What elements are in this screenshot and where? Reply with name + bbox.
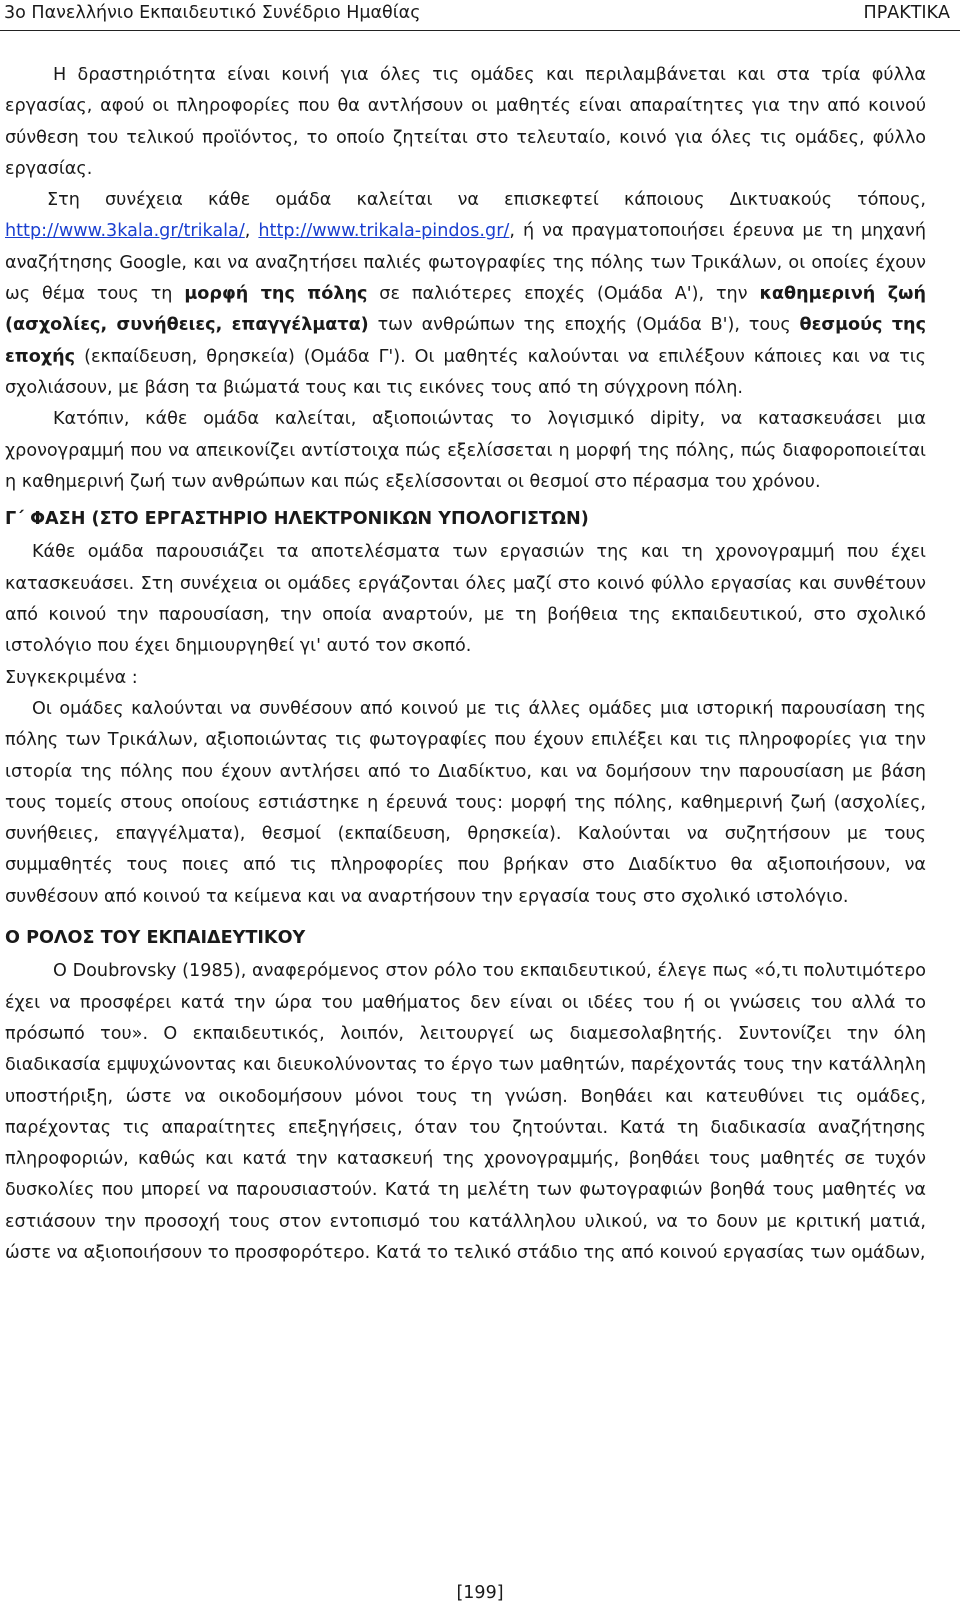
bold-daily-life: καθημερινή ζωή (ασχολίες, συνήθειες, επαγγέλματα) (5, 284, 926, 336)
paragraph-2-text-1: Στη συνέχεια κάθε ομάδα καλείται να επισκεφτεί κάποιους Δικτυακούς τόπους, (47, 190, 926, 211)
paragraph-7: Ο Doubrovsky (1985), αναφερόμενος στον ρόλο του εκπαιδευτικού, έλεγε πως «ό,τι πολυτιμότερο έχει να προσφέρει κατά την ώρα του μαθήματος δεν είναι οι ιδέες του ή οι γνώσεις του αλλά το πρόσωπό του». Ο εκπαιδευτικός, λοιπόν, λειτουργεί ως διαμεσολαβητής. Συντονίζει την όλη διαδικασία εμψυχώνοντας και διευκολύνοντας το έργο των μαθητών, παρέχοντάς τους την κατάλληλη υποστήριξη, ώστε να οικοδομήσουν μόνοι τους τη γνώση. Βοηθάει και κατευθύνει τις ομάδες, παρέχοντας τις απαραίτητες επεξηγήσεις, όταν του ζητούνται. Κατά τη διαδικασία αναζήτησης πληροφοριών, καθώς και κατά την κατασκευή της χρονογραμμής, βοηθάει τους μαθητές σε τυχόν δυσκολίες που μπορεί να παρουσιαστούν. Κατά τη μελέτη των φωτογραφιών βοηθά τους μαθητές να εστιάσουν την προσοχή τους στον εντοπισμό του κατάλληλου υλικού, να το δουν με κριτική ματιά, ώστε να αξιοποιήσουν το προσφορότερο. Κατά το τελικό στάδιο της από κοινού εργασίας των ομάδων, (5, 961, 926, 1263)
paragraph-2 (5, 185, 926, 404)
conference-title: 3ο Πανελλήνιο Εκπαιδευτικό Συνέδριο Ημαθίας (4, 3, 421, 23)
paragraph-2-text-3: , ή να πραγματοποιήσει έρευνα με τη μηχανή αναζήτησης Google, και να αναζητήσει παλιές φωτογραφίες της πόλης των Τρικάλων, οι οποίες έχουν ως θέμα τους τη (5, 221, 926, 305)
bold-institutions: θεσμούς της εποχής (5, 315, 926, 367)
paragraph-2-text-5: των ανθρώπων της εποχής (Ομάδα Β'), τους (368, 315, 800, 336)
paragraph-4: Κάθε ομάδα παρουσιάζει τα αποτελέσματα των εργασιών της και τη χρονογραμμή που έχει κατασκευάσει. Στη συνέχεια οι ομάδες εργάζονται όλες μαζί στο κοινό φύλλο εργασίας και συνθέτουν από κοινού την παρουσίαση, την οποία αναρτούν, με τη βοήθεια της εκπαιδευτικού, στο σχολικό ιστολόγιο που έχει δημιουργηθεί γι' αυτό τον σκοπό. (5, 542, 926, 657)
section-title: ΠΡΑΚΤΙΚΑ (863, 3, 950, 23)
page-header (0, 0, 960, 31)
paragraph-2-text-4: σε παλιότερες εποχές (Ομάδα Α'), την (367, 284, 760, 305)
link-trikala-pindos[interactable]: http://www.trikala-pindos.gr/ (258, 221, 510, 242)
paragraph-2-text-2: , (244, 221, 259, 242)
section-heading-phase-c: Γ΄ ΦΑΣΗ (ΣΤΟ ΕΡΓΑΣΤΗΡΙΟ ΗΛΕΚΤΡΟΝΙΚΩΝ ΥΠΟΛΟΓΙΣΤΩΝ) (5, 509, 589, 530)
paragraph-6: Οι ομάδες καλούνται να συνθέσουν από κοινού με τις άλλες ομάδες μια ιστορική παρουσίαση της πόλης των Τρικάλων, αξιοποιώντας τις φωτογραφίες που έχουν επιλέξει και τις πληροφορίες για την ιστορία της πόλης που έχουν αντλήσει από το Διαδίκτυο, και να δομήσουν την παρουσίαση με βάση τους τομείς στους οποίους εστιάστηκε η έρευνά τους: μορφή της πόλης, καθημερινή ζωή (ασχολίες, συνήθειες, επαγγέλματα), θεσμοί (εκπαίδευση, θρησκεία). Καλούνται να συζητήσουν με τους συμμαθητές τους ποιες από τις πληροφορίες που βρήκαν στο Διαδίκτυο θα αξιοποιήσουν, να συνθέσουν από κοινού τα κείμενα και να αναρτήσουν την εργασία τους στο σχολικό ιστολόγιο. (5, 698, 926, 907)
paragraph-1: Η δραστηριότητα είναι κοινή για όλες τις ομάδες και περιλαμβάνεται και στα τρία φύλλα εργασίας, αφού οι πληροφορίες που θα αντλήσουν οι μαθητές είναι απαραίτητες για την από κοινού σύνθεση του τελικού προϊόντος, το οποίο ζητείται στο τελευταίο, κοινό για όλες τις ομάδες, φύλλο εργασίας. (5, 65, 926, 179)
paragraph-5: Συγκεκριμένα : (5, 667, 138, 688)
paragraph-2-text-6: (εκπαίδευση, θρησκεία) (Ομάδα Γ'). Οι μαθητές καλούνται να επιλέξουν κάποιες και να τις σχολιάσουν, με βάση τα βιώματά τους και τις εικόνες τους από τη σύγχρονη πόλη. (5, 346, 926, 398)
page-number: [199] (456, 1583, 504, 1603)
paragraph-3: Κατόπιν, κάθε ομάδα καλείται, αξιοποιώντας το λογισμικό dipity, να κατασκευάσει μια χρονογραμμή που να απεικονίζει αντίστοιχα πώς εξελίσσεται η μορφή της πόλης, πώς διαφοροποιείται η καθημερινή ζωή των ανθρώπων και πώς εξελίσσονται οι θεσμοί στο πέρασμα του χρόνου. (5, 409, 926, 492)
bold-city-form: μορφή της πόλης (184, 284, 368, 305)
document-body (5, 60, 926, 1269)
link-3kala[interactable]: http://www.3kala.gr/trikala/ (5, 221, 245, 242)
section-heading-teacher-role: Ο ΡΟΛΟΣ ΤΟΥ ΕΚΠΑΙΔΕΥΤΙΚΟΥ (5, 928, 306, 949)
